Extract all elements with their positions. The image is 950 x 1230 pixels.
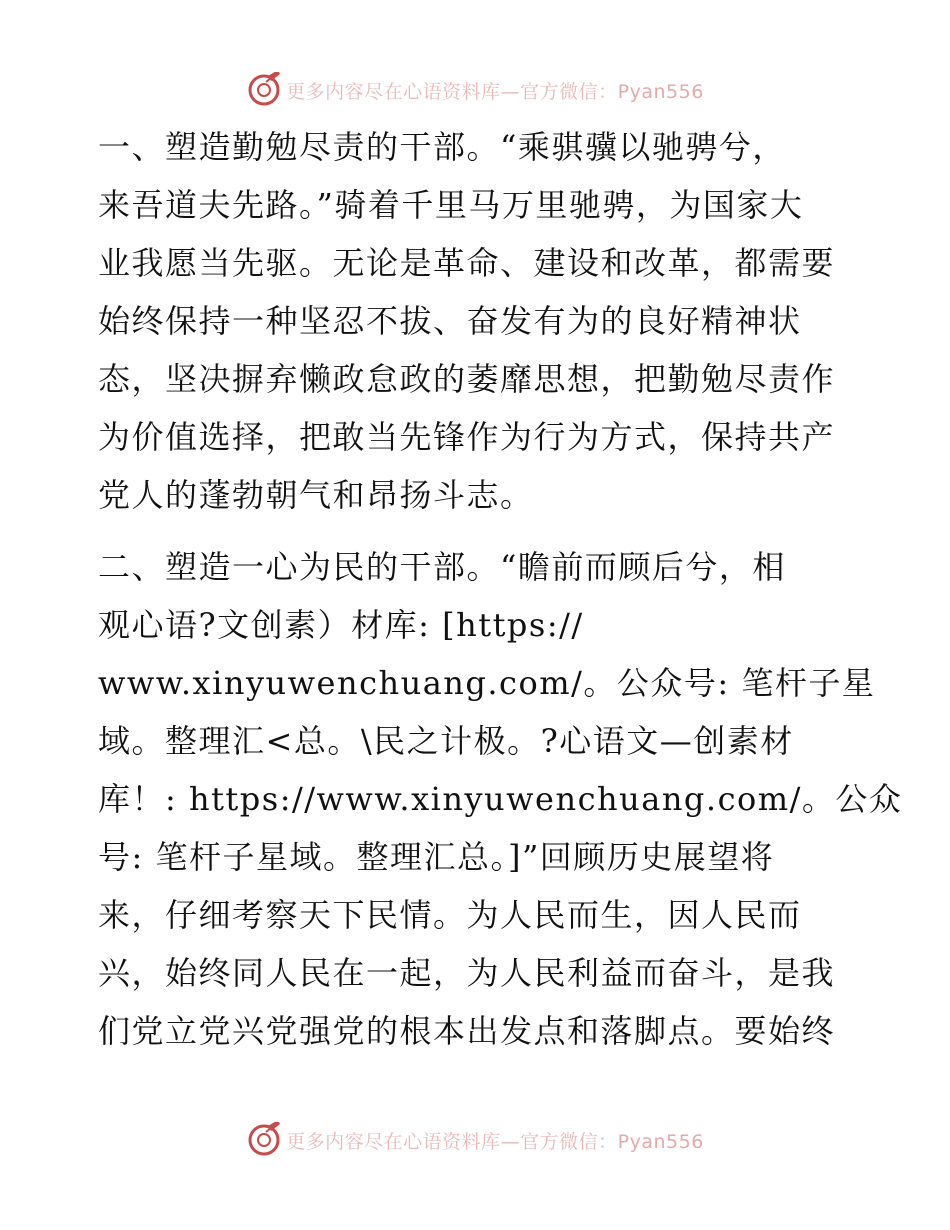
document-body <box>98 118 903 1060</box>
text-line: 兴，始终同人民在一起，为人民利益而奋斗，是我 <box>98 954 836 992</box>
pen-circle-logo-icon <box>246 72 282 108</box>
text-line: 党人的蓬勃朝气和昂扬斗志。 <box>98 476 534 514</box>
paragraph-1 <box>98 118 858 524</box>
banner-label: 更多内容尽在心语资料库—官方微信： <box>286 1130 618 1153</box>
text-line: 一、塑造勤勉尽责的干部。“乘骐骥以驰骋兮， <box>98 128 786 166</box>
text-line: 库！: https://www.xinyuwenchuang.com/。公众 <box>98 780 903 818</box>
paragraph-spacer <box>98 524 858 538</box>
banner-wechat-id: Pyan556 <box>617 80 704 103</box>
pen-circle-logo-icon <box>246 1122 282 1158</box>
text-line: 来吾道夫先路。”骑着千里马万里驰骋，为国家大 <box>98 186 804 224</box>
text-line: www.xinyuwenchuang.com/。公众号: 笔杆子星 <box>98 664 876 702</box>
text-line: 来，仔细考察天下民情。为人民而生，因人民而 <box>98 896 802 934</box>
banner-text <box>286 1127 704 1154</box>
text-line: 们党立党兴党强党的根本出发点和落脚点。要始终 <box>98 1012 836 1050</box>
text-line: 域。整理汇<总。\民之计极。?心语文—创素材 <box>98 722 794 760</box>
text-line: 业我愿当先驱。无论是革命、建设和改革，都需要 <box>98 244 836 282</box>
text-line: 始终保持一种坚忍不拔、奋发有为的良好精神状 <box>98 302 802 340</box>
header-watermark-banner <box>0 70 950 110</box>
text-line: 号: 笔杆子星域。整理汇总。]”回顾历史展望将 <box>98 838 775 876</box>
text-line: 观心语?文创素）材库: [https:// <box>98 606 584 644</box>
text-line: 态，坚决摒弃懒政怠政的萎靡思想，把勤勉尽责作 <box>98 360 836 398</box>
paragraph-2 <box>98 538 903 1060</box>
text-line: 二、塑造一心为民的干部。“瞻前而顾后兮，相 <box>98 548 786 586</box>
banner-text <box>286 77 704 104</box>
footer-watermark-banner <box>0 1120 950 1160</box>
text-line: 为价值选择，把敢当先锋作为行为方式，保持共产 <box>98 418 836 456</box>
banner-label: 更多内容尽在心语资料库—官方微信： <box>286 80 618 103</box>
banner-wechat-id: Pyan556 <box>617 1130 704 1153</box>
